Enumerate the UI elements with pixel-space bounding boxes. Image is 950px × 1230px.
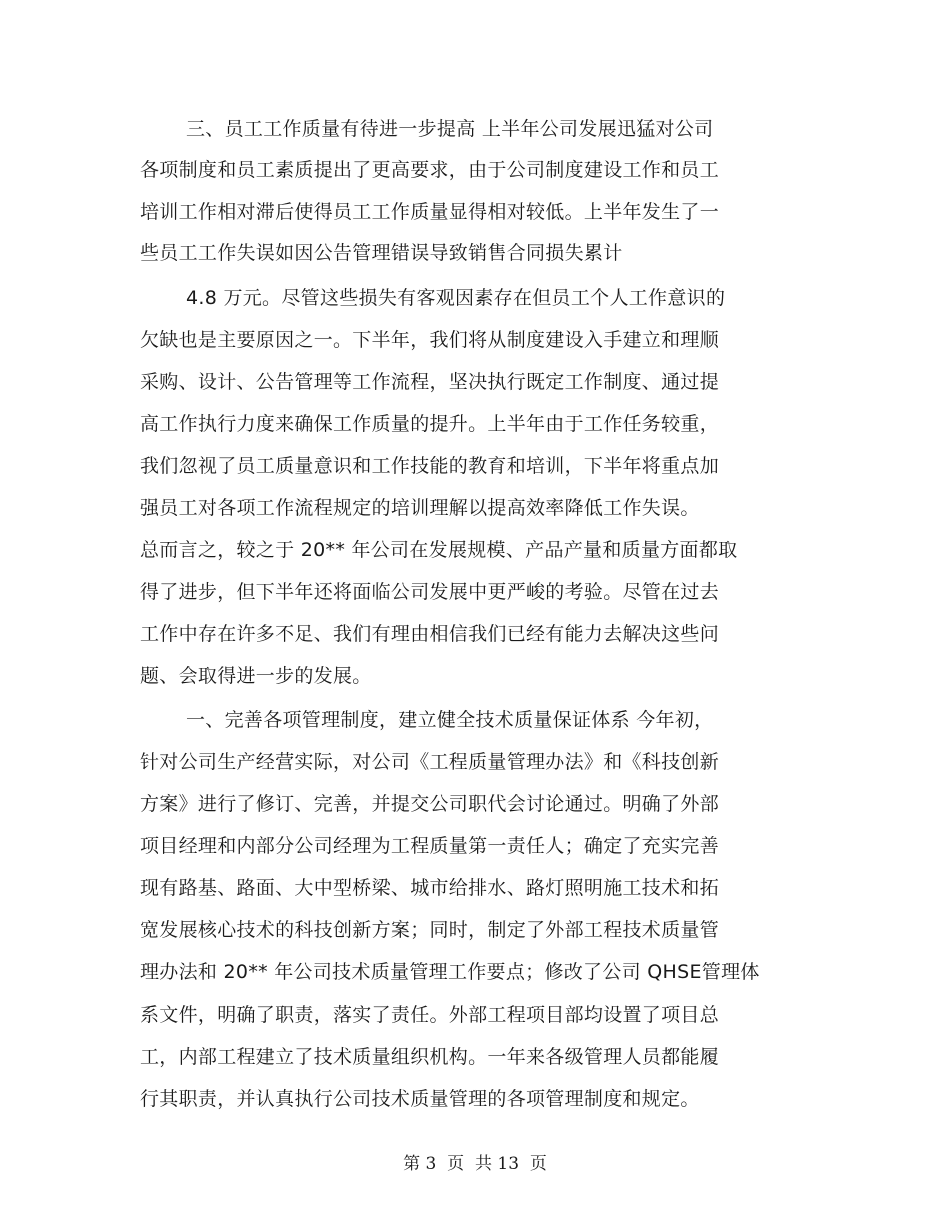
paragraph-line: 工，内部工程建立了技术质量组织机构。一年来各级管理人员都能履 (140, 1046, 720, 1068)
page-number-footer: 第 3 页 共 13 页 (403, 1154, 547, 1174)
paragraph-line: 些员工工作失误如因公告管理错误导致销售合同损失累计 (140, 242, 623, 264)
paragraph-line: 各项制度和员工素质提出了更高要求，由于公司制度建设工作和员工 (140, 159, 720, 181)
paragraph-line: 三、员工工作质量有待进一步提高 上半年公司发展迅猛对公司 (186, 118, 714, 140)
paragraph-line: 得了进步，但下半年还将面临公司发展中更严峻的考验。尽管在过去 (140, 581, 720, 603)
paragraph-line: 方案》进行了修订、完善，并提交公司职代会讨论通过。明确了外部 (140, 793, 720, 815)
paragraph-line: 系文件，明确了职责，落实了责任。外部工程项目部均设置了项目总 (140, 1004, 720, 1026)
paragraph-line: 欠缺也是主要原因之一。下半年，我们将从制度建设入手建立和理顺 (140, 329, 720, 351)
paragraph-line: 理办法和 20** 年公司技术质量管理工作要点；修改了公司 QHSE管理体 (140, 961, 760, 983)
paragraph-line: 采购、设计、公告管理等工作流程，坚决执行既定工作制度、通过提 (140, 371, 720, 393)
paragraph-line: 题、会取得进一步的发展。 (140, 665, 372, 687)
paragraph-line: 高工作执行力度来确保工作质量的提升。上半年由于工作任务较重， (140, 413, 720, 435)
paragraph-line: 行其职责，并认真执行公司技术质量管理的各项管理制度和规定。 (140, 1088, 700, 1110)
paragraph-line: 现有路基、路面、大中型桥梁、城市给排水、路灯照明施工技术和拓 (140, 877, 720, 899)
paragraph-line: 总而言之，较之于 20** 年公司在发展规模、产品产量和质量方面都取 (140, 539, 738, 561)
paragraph-line: 工作中存在许多不足、我们有理由相信我们已经有能力去解决这些问 (140, 623, 720, 645)
paragraph-line: 4.8 万元。尽管这些损失有客观因素存在但员工个人工作意识的 (186, 287, 726, 309)
paragraph-line: 培训工作相对滞后使得员工工作质量显得相对较低。上半年发生了一 (140, 201, 720, 223)
paragraph-line: 我们忽视了员工质量意识和工作技能的教育和培训，下半年将重点加 (140, 455, 720, 477)
paragraph-line: 一、完善各项管理制度，建立健全技术质量保证体系 今年初， (186, 709, 714, 731)
paragraph-line: 针对公司生产经营实际，对公司《工程质量管理办法》和《科技创新 (140, 751, 720, 773)
paragraph-line: 强员工对各项工作流程规定的培训理解以提高效率降低工作失误。 (140, 497, 700, 519)
paragraph-line: 项目经理和内部分公司经理为工程质量第一责任人；确定了充实完善 (140, 835, 720, 857)
paragraph-line: 宽发展核心技术的科技创新方案；同时，制定了外部工程技术质量管 (140, 919, 720, 941)
